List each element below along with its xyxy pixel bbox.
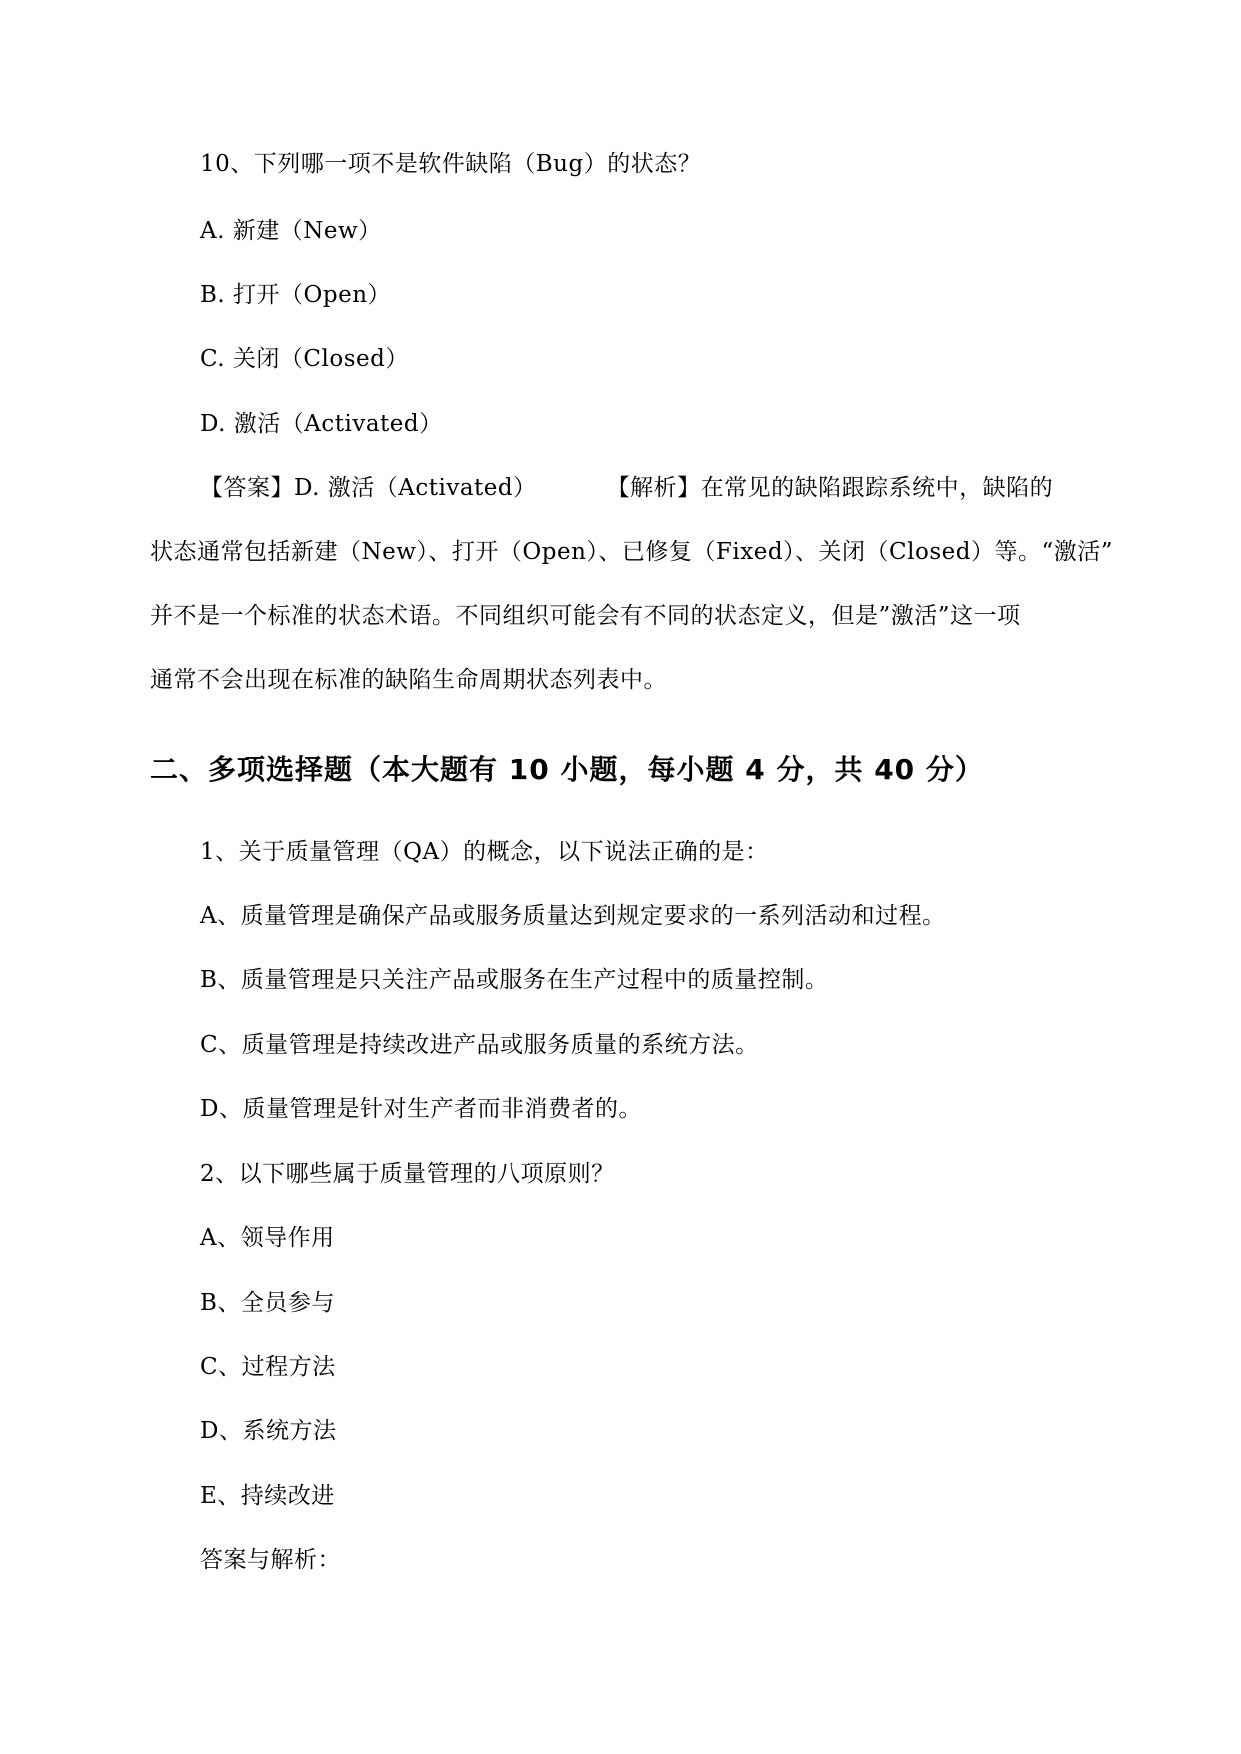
mq2-answer-label: 答案与解析：: [200, 1547, 341, 1573]
mq2-option-e: E、持续改进: [200, 1483, 335, 1509]
question-10-text: 10、下列哪一项不是软件缺陷（Bug）的状态？: [200, 151, 702, 177]
q10-explanation-line-3: 通常不会出现在标准的缺陷生命周期状态列表中。: [150, 667, 667, 693]
mq1-option-c: C、质量管理是持续改进产品或服务质量的系统方法。: [200, 1032, 759, 1058]
q10-option-b: B. 打开（Open）: [200, 282, 392, 308]
q10-answer-explanation: [200, 473, 1053, 503]
q10-option-d: D. 激活（Activated）: [200, 411, 443, 437]
mq2-option-c: C、过程方法: [200, 1354, 336, 1380]
mq1-option-b: B、质量管理是只关注产品或服务在生产过程中的质量控制。: [200, 967, 829, 993]
q10-option-a: A. 新建（New）: [200, 218, 382, 244]
mq2-question-text: 2、以下哪些属于质量管理的八项原则？: [200, 1161, 615, 1187]
mq1-option-d: D、质量管理是针对生产者而非消费者的。: [200, 1096, 642, 1122]
mq2-option-b: B、全员参与: [200, 1290, 335, 1316]
mq1-option-a: A、质量管理是确保产品或服务质量达到规定要求的一系列活动和过程。: [200, 903, 946, 929]
q10-answer: 【答案】D. 激活（Activated）: [200, 475, 537, 501]
q10-explanation-line-1: 状态通常包括新建（New）、打开（Open）、已修复（Fixed）、关闭（Closed）等。“激活”: [150, 539, 1114, 565]
q10-option-c: C. 关闭（Closed）: [200, 346, 409, 372]
section-2-heading: 二、多项选择题（本大题有 10 小题，每小题 4 分，共 40 分）: [150, 753, 984, 786]
q10-explanation-line-2: 并不是一个标准的状态术语。不同组织可能会有不同的状态定义，但是”激活”这一项: [150, 603, 1021, 629]
mq2-option-d: D、系统方法: [200, 1418, 337, 1444]
q10-explanation-lead: 【解析】在常见的缺陷跟踪系统中，缺陷的: [606, 475, 1054, 501]
mq1-question-text: 1、关于质量管理（QA）的概念，以下说法正确的是：: [200, 839, 769, 865]
mq2-option-a: A、领导作用: [200, 1225, 335, 1251]
